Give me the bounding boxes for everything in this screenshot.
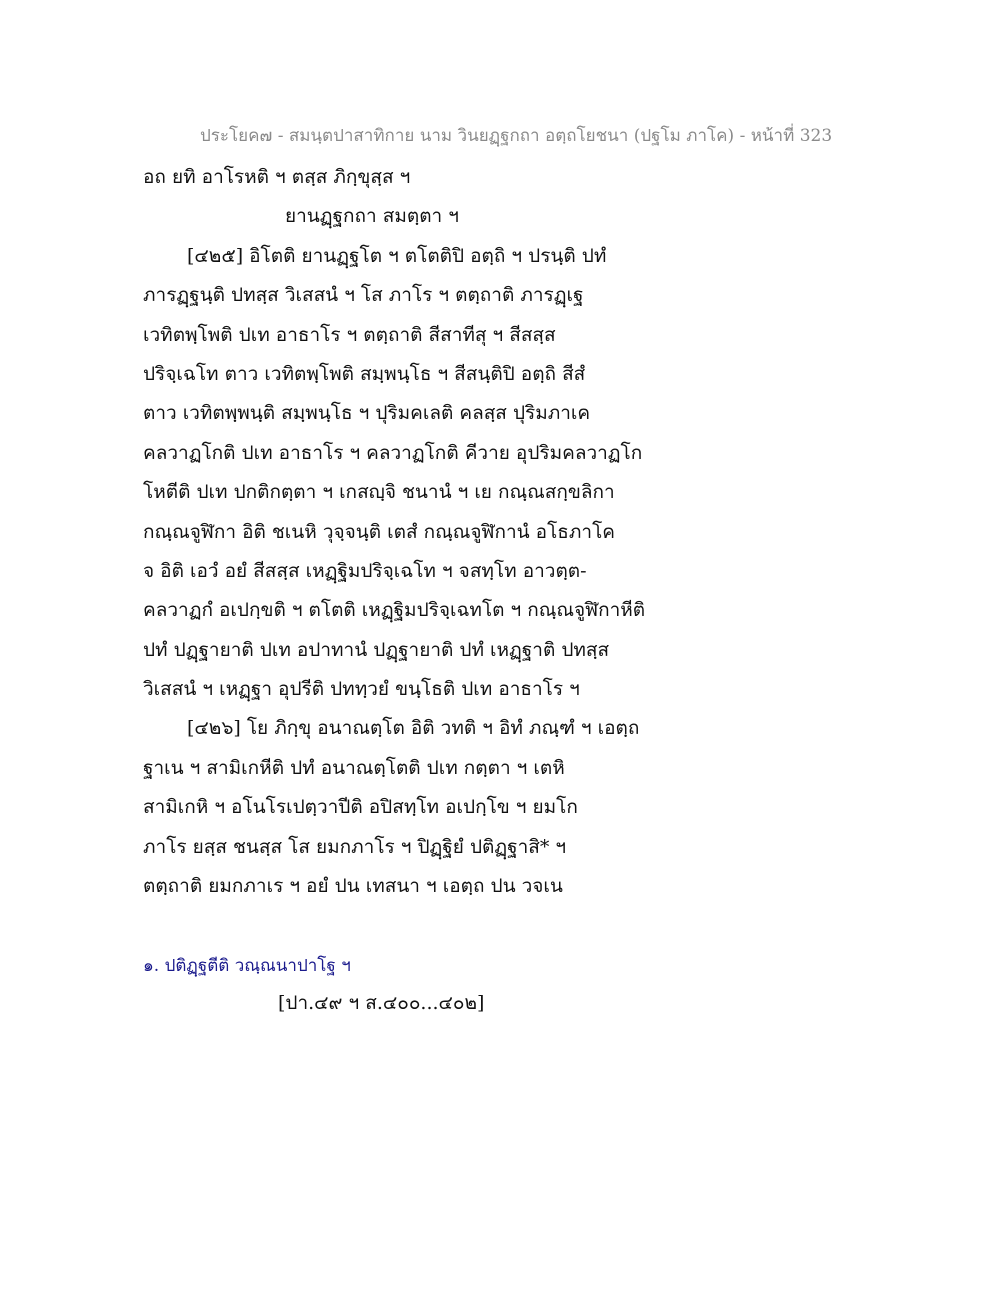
- text-line: สามิเกหิ ฯ อโนโรเปตฺวาปีติ อปิสทฺโท อเปกฺโข ฯ ยมโก: [143, 796, 578, 819]
- text-line: จ อิติ เอวํ อยํ สีสสฺส เหฏฺฐิมปริจฺเฉโท ฯ จสทฺโท อาวตฺต-: [143, 559, 587, 582]
- main-text-block: [143, 158, 863, 906]
- text-line: วิเสสนํ ฯ เหฏฺฐา อุปรีติ ปททฺวยํ ขนฺโธติ ปเท อาธาโร ฯ: [143, 678, 580, 701]
- footnote: ๑. ปติฏฺฐตีติ วณฺณนาปาโฐ ฯ: [143, 956, 351, 976]
- text-line: เวทิตพฺโพติ ปเท อาธาโร ฯ ตตฺถาติ สีสาทีสุ ฯ สีสสฺส: [143, 323, 556, 346]
- text-line: ปริจฺเฉโท ตาว เวทิตพฺโพติ สมฺพนฺโธ ฯ สีสนฺติปิ อตฺถิ สีสํ: [143, 362, 586, 385]
- text-line: กณฺณจูฬิกา อิติ ชเนหิ วุจฺจนฺติ เตสํ กณฺณจูฬิกานํ อโธภาโค: [143, 520, 615, 543]
- running-header: ประโยค๗ - สมนฺตปาสาทิกาย นาม วินยฏฺฐกถา อตฺถโยชนา (ปฐโม ภาโค) - หน้าที่ 323: [200, 126, 833, 146]
- text-line: ภาโร ยสฺส ชนสฺส โส ยมกภาโร ฯ ปิฏฺฐิยํ ปติฏฺฐาสิ* ฯ: [143, 835, 567, 858]
- paragraph-start-426: [๔๒๖] โย ภิกฺขุ อนาณตฺโต อิติ วทติ ฯ อิทํ ภณฺฑํ ฯ เอตฺถ: [187, 717, 640, 740]
- text-line: ภารฏฺฐนฺติ ปทสฺส วิเสสนํ ฯ โส ภาโร ฯ ตตฺถาติ ภารฏฺเฐ: [143, 284, 584, 307]
- page-reference: [ปา.๔๙ ฯ ส.๔๐๐...๔๐๒]: [278, 992, 485, 1014]
- paragraph-start-425: [๔๒๕] อิโตติ ยานฏฺฐโต ฯ ตโตติปิ อตฺถิ ฯ ปรนฺติ ปทํ: [187, 244, 607, 267]
- text-line: คลวาฏโกติ ปเท อาธาโร ฯ คลวาฏโกติ คีวาย อุปริมคลวาฏโก: [143, 441, 643, 464]
- text-line: คลวาฏกํ อเปกฺขติ ฯ ตโตติ เหฏฺฐิมปริจฺเฉทโต ฯ กณฺณจูฬิกาหีติ: [143, 599, 646, 622]
- text-line: อถ ยทิ อาโรหติ ฯ ตสฺส ภิกฺขุสฺส ฯ: [143, 166, 411, 188]
- text-line: โหตีติ ปเท ปกติกตฺตา ฯ เกสญฺจิ ชนานํ ฯ เย กณฺณสกฺขลิกา: [143, 481, 615, 504]
- section-end-title: ยานฏฺฐกถา สมตฺตา ฯ: [285, 205, 459, 228]
- text-line: ตาว เวทิตพฺพนฺติ สมฺพนฺโธ ฯ ปุริมคเลติ คลสฺส ปุริมภาเค: [143, 402, 591, 425]
- text-line: ฐาเน ฯ สามิเกหีติ ปทํ อนาณตฺโตติ ปเท กตฺตา ฯ เตหิ: [143, 756, 565, 779]
- text-line: ปทํ ปฏฺฐายาติ ปเท อปาทานํ ปฏฺฐายาติ ปทํ เหฏฺฐาติ ปทสฺส: [143, 638, 610, 661]
- text-line: ตตฺถาติ ยมกภาเร ฯ อยํ ปน เทสนา ฯ เอตฺถ ปน วจเน: [143, 875, 563, 898]
